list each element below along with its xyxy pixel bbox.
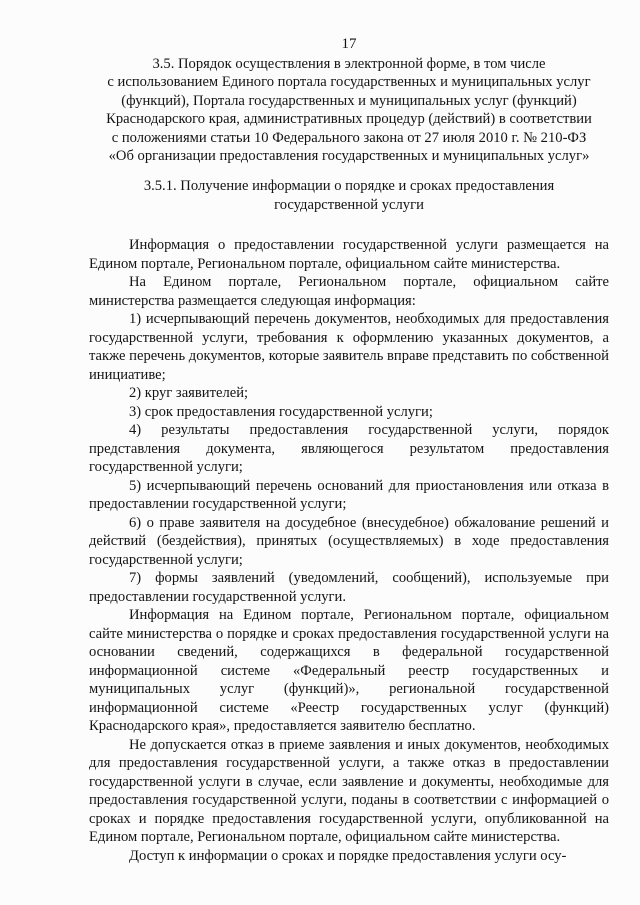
paragraph: Информация на Едином портале, Региональном портале, официальном сайте министерства о порядке и сроках предоставления государственной услуги на основании сведений, содержащихся в федеральной государственной информационной системе «Федеральный реестр государственных и муниципальных услуг (функций)», региональной государственной информационной системе «Реестр государственных услуг (функций) Краснодарского края», предоставляется заявителю бесплатно. bbox=[89, 607, 609, 735]
paragraph: Информация о предоставлении государственной услуги размещается на Едином портале, Региональном портале, официальном сайте министерства. bbox=[89, 237, 609, 272]
subsection-heading: 3.5.1. Получение информации о порядке и сроках предоставления государственной услуги bbox=[143, 178, 555, 213]
list-item: 5) исчерпывающий перечень оснований для приостановления или отказа в предоставлении государственной услуги; bbox=[89, 477, 609, 513]
paragraph: Не допускается отказ в приеме заявления и иных документов, необходимых для предоставления государственной услуги, а также отказ в предоставлении государственной услуги в случае, если заявление и документы, необходимые для предоставления государственной услуги, поданы в соответствии с информацией о сроках и порядке предоставления государственной услуги, опубликованной на Едином портале, Региональном портале, официальном сайте министерства. bbox=[89, 736, 609, 846]
list-item: 2) круг заявителей; bbox=[129, 385, 249, 402]
paragraph: Доступ к информации о сроках и порядке предоставления услуги осу- bbox=[129, 847, 567, 864]
section-heading: 3.5. Порядок осуществления в электронной форме, в том числе с использованием Единого портала государственных и муниципальных услуг (функций), Портала государственных и муниципальных услуг (функций) Краснодарского края, административных процедур (действий) в соответствии с положениями статьи 10 Федерального закона от 27 июля 2010 г. № 210-ФЗ «Об организации предоставления государственных и муниципальных услуг» bbox=[106, 56, 592, 165]
list-item: 3) срок предоставления государственной услуги; bbox=[129, 403, 433, 420]
paragraph: На Едином портале, Региональном портале, официальном сайте министерства размещается следующая информация: bbox=[89, 274, 609, 309]
list-item: 7) формы заявлений (уведомлений, сообщений), используемые при предоставлении государственной услуги. bbox=[89, 570, 609, 605]
list-item: 4) результаты предоставления государственной услуги, порядок представления документа, являющегося результатом предоставления государственной услуги; bbox=[89, 422, 609, 476]
page-number: 17 bbox=[341, 36, 357, 52]
list-item: 1) исчерпывающий перечень документов, необходимых для предоставления государственной услуги, требования к оформлению указанных документов, а также перечень документов, которые заявитель вправе представить по собственной инициативе; bbox=[89, 311, 609, 383]
body-text bbox=[89, 236, 609, 865]
list-item: 6) о праве заявителя на досудебное (внесудебное) обжалование решений и действий (бездействия), принятых (осуществляемых) в ходе предоставления государственной услуги; bbox=[89, 514, 609, 568]
